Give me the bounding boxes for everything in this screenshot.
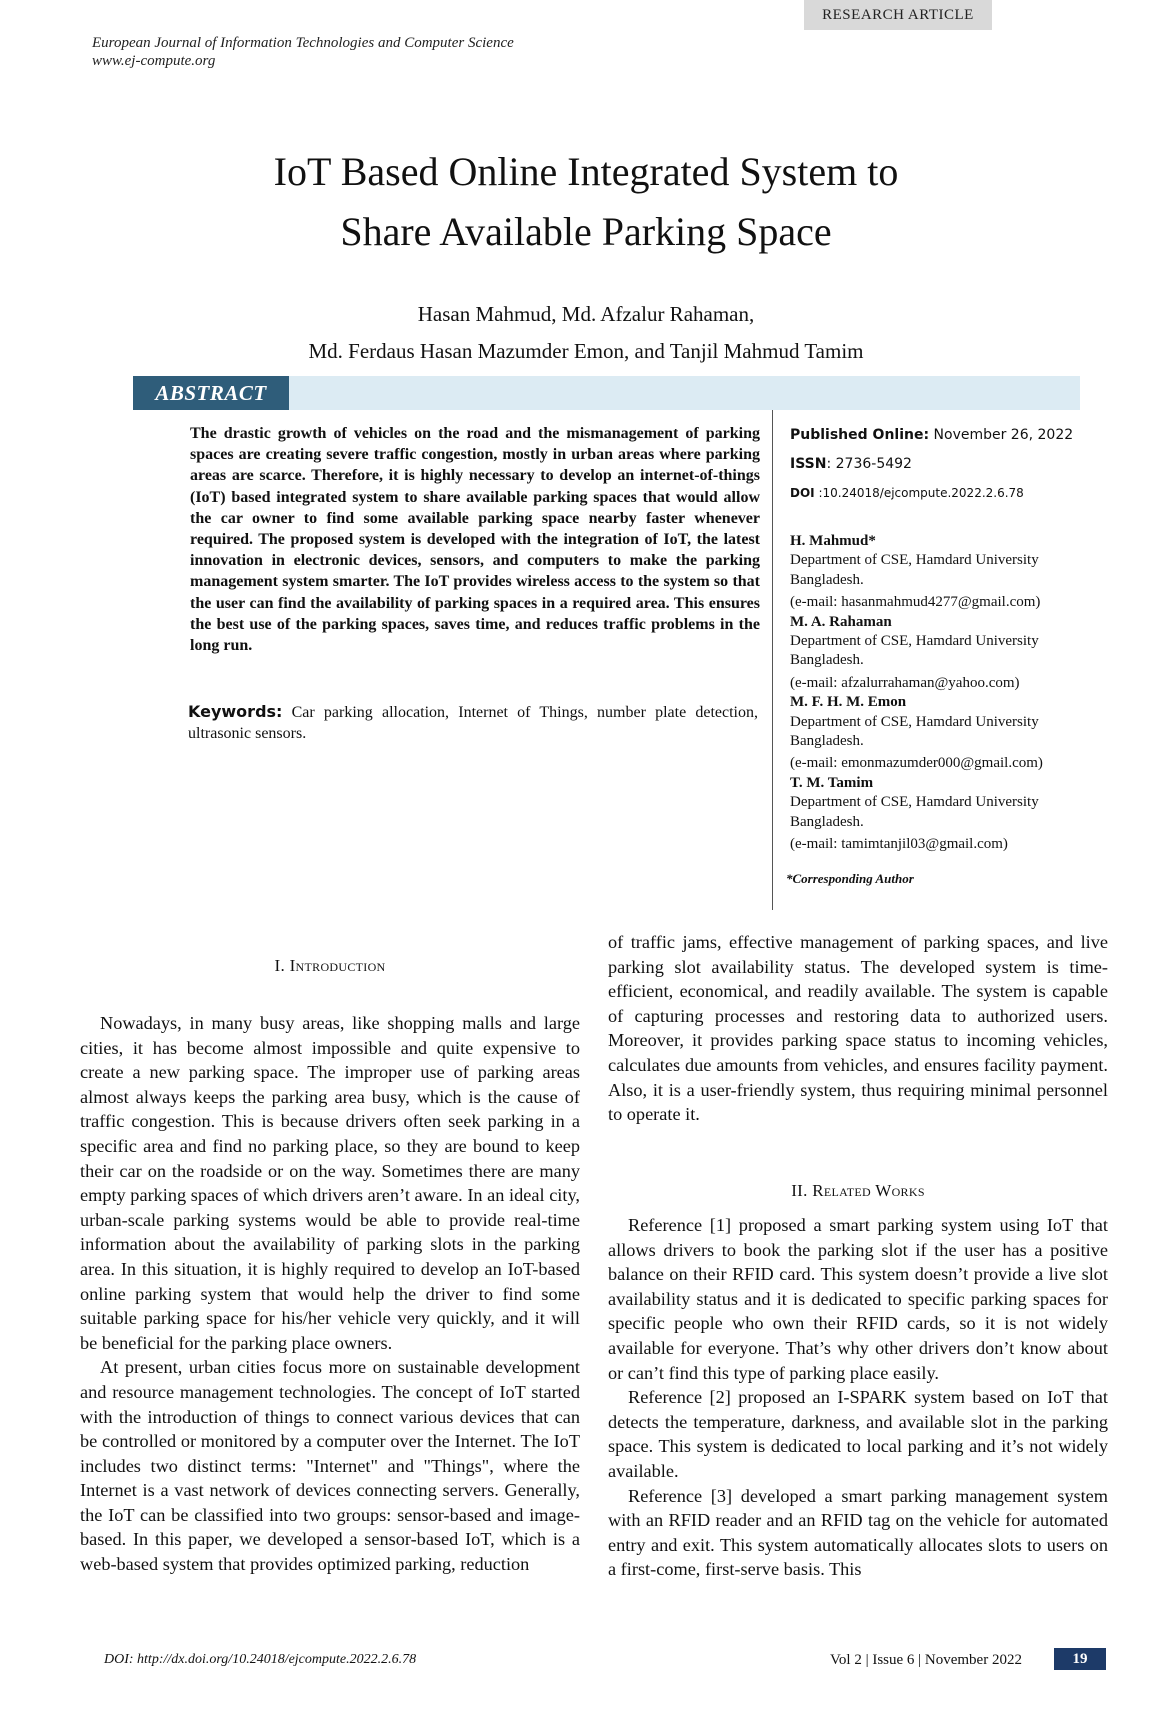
affiliation-2 [790,613,1090,694]
body-column-right-top [608,930,1108,1127]
related-paragraph-2: Reference [2] proposed an I-SPARK system based on IoT that detects the temperature, darkness, and available slot in the parking space. This system is dedicated to local parking and it’s not widely available. [608,1387,1108,1481]
journal-header [92,34,514,70]
keywords-list: Car parking allocation, Internet of Things, number plate detection, ultrasonic sensors. [188,704,759,742]
footer-doi[interactable]: DOI: http://dx.doi.org/10.24018/ejcompute.2022.2.6.78 [104,1652,417,1667]
abstract-divider [772,410,773,910]
author-name: H. Mahmud* [790,533,876,549]
published-value: November 26, 2022 [933,427,1074,443]
author-country: Bangladesh. [790,571,864,588]
doi-label: DOI [790,486,815,500]
author-dept: Department of CSE, Hamdard University [790,633,1039,650]
authors-line-2: Md. Ferdaus Hasan Mazumder Emon, and Tanjil Mahmud Tamim [308,339,864,363]
author-name: M. A. Rahaman [790,613,892,630]
section-number: II. [791,1181,808,1200]
corresponding-author-note: *Corresponding Author [786,871,914,886]
publication-meta [790,425,1090,512]
keywords [188,701,758,744]
affiliation-4 [790,774,1090,855]
author-country: Bangladesh. [790,733,864,750]
doi [790,483,1090,503]
author-email[interactable]: (e-mail: tamimtanjil03@gmail.com) [790,836,1008,853]
paper-title [0,142,1172,262]
section-title: Introduction [289,956,386,975]
doi-value[interactable]: :10.24018/ejcompute.2022.2.6.78 [818,486,1024,500]
author-dept: Department of CSE, Hamdard University [790,713,1039,730]
keywords-label: Keywords: [188,702,283,721]
body-column-left [80,1011,580,1577]
section-heading-introduction [80,956,580,976]
author-email[interactable]: (e-mail: afzalurrahaman@yahoo.com) [790,674,1020,691]
section-heading-related-works [608,1181,1108,1201]
intro-paragraph-1: Nowadays, in many busy areas, like shopping malls and large cities, it has become almost impossible and quite expensive to create a new parking space. The improper use of parking areas almost always keeps the parking area busy, which is the cause of traffic congestion. This is because drivers often seek parking in a specific area and find no parking place, so they are bound to keep their car on the roadside or on the way. Sometimes there are many empty parking spaces of which drivers aren’t aware. In an ideal city, urban-scale parking systems would be able to provide real-time information about the availability of parking slots in the parking area. In this situation, it is highly required to develop an IoT-based online parking system that would help the driver to find some suitable parking space for his/her vehicle very quickly, and it will be beneficial for the parking place owners. [80,1013,580,1353]
journal-url[interactable]: www.ej-compute.org [92,53,216,69]
author-name: T. M. Tamim [790,774,874,791]
author-name: M. F. H. M. Emon [790,694,907,711]
author-list [0,296,1172,370]
abstract-text: The drastic growth of vehicles on the road and the mismanagement of parking spaces are creating severe traffic congestion, mostly in urban areas where parking areas are scarce. Therefore, it is highly necessary to develop an internet-of-things (IoT) based integrated system to share available parking spaces that would allow the car owner to find some available parking space nearby faster whenever required. The proposed system is developed with the integration of IoT, the latest innovation in electronic devices, sensors, and computers to make the parking management system smarter. The IoT provides wireless access to the system so that the user can find the availability of parking spaces in a required area. This ensures the best use of the parking spaces, saves time, and reduces traffic problems in the long run. [190,425,760,655]
affiliation-1 [790,532,1090,613]
page-number: 19 [1054,1648,1106,1670]
abstract-label: ABSTRACT [133,376,289,410]
journal-name: European Journal of Information Technologies and Computer Science [92,35,514,51]
authors-line-1: Hasan Mahmud, Md. Afzalur Rahaman, [417,302,755,326]
author-dept: Department of CSE, Hamdard University [790,552,1039,569]
affiliation-3 [790,693,1090,774]
affiliations [790,532,1090,855]
author-country: Bangladesh. [790,652,864,669]
issn-label: ISSN [790,456,827,472]
intro-paragraph-2: At present, urban cities focus more on sustainable development and resource management technologies. The concept of IoT started with the introduction of things to connect various devices that can be controlled or monitored by a computer over the Internet. The IoT includes two distinct terms: "Internet" and "Things", where the Internet is a vast network of devices connecting servers. Generally, the IoT can be classified into two groups: sensor-based and image-based. In this paper, we developed a sensor-based IoT, which is a web-based system that provides optimized parking, reduction [80,1357,580,1575]
published-label: Published Online: [790,427,930,443]
issn-value: : 2736-5492 [826,456,912,472]
author-dept: Department of CSE, Hamdard University [790,794,1039,811]
author-email[interactable]: (e-mail: emonmazumder000@gmail.com) [790,755,1043,772]
footer-volume: Vol 2 | Issue 6 | November 2022 [830,1652,1022,1668]
body-column-right-bottom [608,1213,1108,1582]
related-paragraph-1: Reference [1] proposed a smart parking system using IoT that allows drivers to book the parking slot if the user has a positive balance on their RFID card. This system doesn’t provide a live slot availability status and it is dedicated to specific parking spaces for specific people who own their RFID cards, so it is not widely available for everyone. That’s why other drivers don’t know about or can’t find this type of parking place easily. [608,1215,1108,1383]
published-online [790,425,1090,445]
article-type-tag: RESEARCH ARTICLE [804,0,992,30]
author-email[interactable]: (e-mail: hasanmahmud4277@gmail.com) [790,594,1041,611]
related-paragraph-3: Reference [3] developed a smart parking management system with an RFID reader and an RFID tag on the vehicle for automated entry and exit. This system automatically allocates slots to users on a first-come, first-serve basis. This [608,1485,1108,1580]
title-line-2: Share Available Parking Space [340,209,832,254]
issn [790,454,1090,474]
author-country: Bangladesh. [790,813,864,830]
section-title: Related Works [812,1181,925,1200]
section-number: I. [274,956,286,975]
intro-paragraph-2-continued: of traffic jams, effective management of parking spaces, and live parking slot availability status. The developed system is time-efficient, economical, and readily available. The system is capable of capturing processes and restoring data to authorized users. Moreover, it provides parking space status to incoming vehicles, calculates due amounts from vehicles, and ensures facility payment. Also, it is a user-friendly system, thus requiring minimal personnel to operate it. [608,932,1108,1125]
title-line-1: IoT Based Online Integrated System to [273,149,899,194]
